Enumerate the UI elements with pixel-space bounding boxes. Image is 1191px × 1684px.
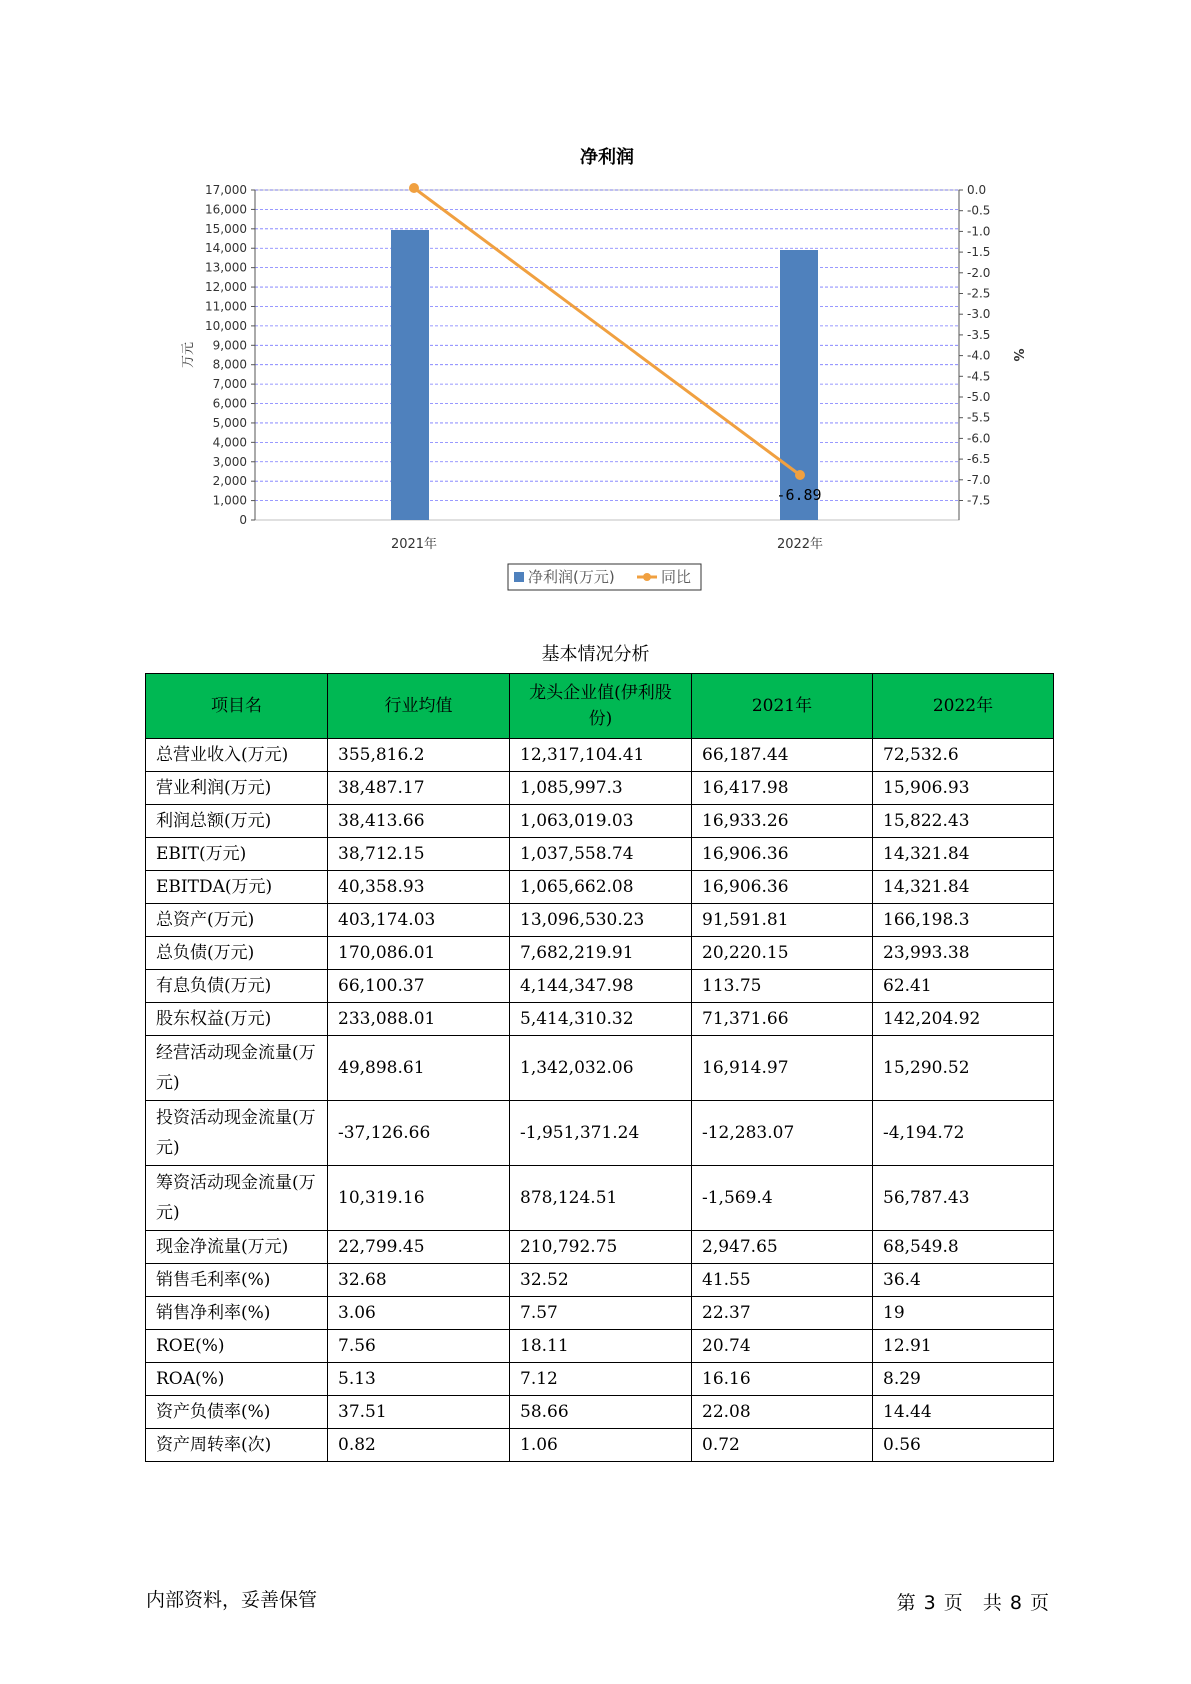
cell-2022: 15,290.52 xyxy=(873,1036,1054,1101)
cell-2022: 19 xyxy=(873,1297,1054,1330)
left-tick-label: 3,000 xyxy=(212,454,247,469)
cell-industry-avg: 32.68 xyxy=(328,1264,510,1297)
cell-2022: 166,198.3 xyxy=(873,904,1054,937)
table-row xyxy=(146,838,1054,871)
chart-title: 净利润 xyxy=(580,147,634,168)
cell-industry-avg: 40,358.93 xyxy=(328,871,510,904)
basic-analysis-table xyxy=(145,673,1054,1462)
cell-2021: 20,220.15 xyxy=(692,937,873,970)
cell-2022: 36.4 xyxy=(873,1264,1054,1297)
cell-2022: 15,822.43 xyxy=(873,805,1054,838)
cell-2021: 91,591.81 xyxy=(692,904,873,937)
cell-leader-value: 4,144,347.98 xyxy=(510,970,692,1003)
cell-2022: 142,204.92 xyxy=(873,1003,1054,1036)
right-tick-label: -0.5 xyxy=(967,203,991,218)
row-label: 销售毛利率(%) xyxy=(146,1264,328,1297)
table-row xyxy=(146,1101,1054,1166)
legend-bar-swatch xyxy=(514,572,524,582)
row-label: 利润总额(万元) xyxy=(146,805,328,838)
table-row xyxy=(146,1363,1054,1396)
cell-leader-value: 7.57 xyxy=(510,1297,692,1330)
cell-industry-avg: 355,816.2 xyxy=(328,739,510,772)
cell-leader-value: 1,037,558.74 xyxy=(510,838,692,871)
right-tick-label: -7.0 xyxy=(967,472,991,487)
cell-2022: 8.29 xyxy=(873,1363,1054,1396)
header-leader-value: 龙头企业值(伊利股份) xyxy=(510,674,692,739)
cell-leader-value: 1,085,997.3 xyxy=(510,772,692,805)
cell-2021: 16,417.98 xyxy=(692,772,873,805)
table-title: 基本情况分析 xyxy=(541,644,650,665)
cell-2022: 12.91 xyxy=(873,1330,1054,1363)
page-indicator xyxy=(893,1588,1053,1615)
cell-2021: 20.74 xyxy=(692,1330,873,1363)
legend xyxy=(508,564,701,590)
cell-2022: 72,532.6 xyxy=(873,739,1054,772)
table-row xyxy=(146,1036,1054,1101)
row-label: 投资活动现金流量(万元) xyxy=(146,1101,328,1166)
cell-industry-avg: 233,088.01 xyxy=(328,1003,510,1036)
right-tick-label: -3.5 xyxy=(967,327,991,342)
right-tick-label: -1.5 xyxy=(967,245,991,260)
cell-leader-value: 7,682,219.91 xyxy=(510,937,692,970)
cell-industry-avg: 5.13 xyxy=(328,1363,510,1396)
cell-industry-avg: -37,126.66 xyxy=(328,1101,510,1166)
left-tick-label: 4,000 xyxy=(212,435,247,450)
cell-leader-value: 210,792.75 xyxy=(510,1231,692,1264)
cell-industry-avg: 3.06 xyxy=(328,1297,510,1330)
table-row xyxy=(146,1264,1054,1297)
cell-2022: 14.44 xyxy=(873,1396,1054,1429)
right-tick-label: -6.5 xyxy=(967,452,991,467)
table-row xyxy=(146,1231,1054,1264)
row-label: 总资产(万元) xyxy=(146,904,328,937)
cell-2021: 113.75 xyxy=(692,970,873,1003)
table-row xyxy=(146,1429,1054,1462)
left-tick-label: 1,000 xyxy=(212,493,247,508)
row-label: 总负债(万元) xyxy=(146,937,328,970)
page-unit: 页 xyxy=(943,1592,963,1614)
yoy-point-label: -6.89 xyxy=(776,486,822,504)
right-tick-label: -5.0 xyxy=(967,390,991,404)
cell-industry-avg: 170,086.01 xyxy=(328,937,510,970)
right-tick-label: -1.0 xyxy=(967,224,991,239)
cell-industry-avg: 403,174.03 xyxy=(328,904,510,937)
row-label: ROA(%) xyxy=(146,1363,328,1396)
cell-industry-avg: 49,898.61 xyxy=(328,1036,510,1101)
cell-leader-value: -1,951,371.24 xyxy=(510,1101,692,1166)
table-row xyxy=(146,772,1054,805)
cell-industry-avg: 7.56 xyxy=(328,1330,510,1363)
cell-industry-avg: 38,712.15 xyxy=(328,838,510,871)
cell-2022: 0.56 xyxy=(873,1429,1054,1462)
cell-2021: -1,569.4 xyxy=(692,1166,873,1231)
header-industry-avg: 行业均值 xyxy=(328,674,510,739)
cell-2021: 16.16 xyxy=(692,1363,873,1396)
page-number: 3 xyxy=(923,1592,936,1614)
cell-2021: 16,933.26 xyxy=(692,805,873,838)
left-tick-label: 16,000 xyxy=(205,202,247,217)
x-tick-2021: 2021年 xyxy=(390,537,438,552)
row-label: 经营活动现金流量(万元) xyxy=(146,1036,328,1101)
cell-industry-avg: 66,100.37 xyxy=(328,970,510,1003)
cell-2021: 16,906.36 xyxy=(692,838,873,871)
right-axis xyxy=(959,183,990,520)
row-label: EBITDA(万元) xyxy=(146,871,328,904)
cell-2021: 16,914.97 xyxy=(692,1036,873,1101)
total-unit: 页 xyxy=(1029,1592,1049,1614)
cell-2022: 56,787.43 xyxy=(873,1166,1054,1231)
cell-2021: 16,906.36 xyxy=(692,871,873,904)
left-tick-label: 7,000 xyxy=(212,377,247,392)
cell-leader-value: 5,414,310.32 xyxy=(510,1003,692,1036)
net-profit-chart xyxy=(0,0,1191,600)
left-tick-label: 9,000 xyxy=(212,338,247,353)
left-axis xyxy=(205,183,255,527)
cell-industry-avg: 22,799.45 xyxy=(328,1231,510,1264)
cell-industry-avg: 37.51 xyxy=(328,1396,510,1429)
cell-leader-value: 878,124.51 xyxy=(510,1166,692,1231)
x-tick-2022: 2022年 xyxy=(776,537,824,552)
right-tick-label: -7.5 xyxy=(967,493,991,508)
yoy-point-2022 xyxy=(795,470,805,480)
right-tick-label: -2.5 xyxy=(967,286,991,301)
cell-2021: 71,371.66 xyxy=(692,1003,873,1036)
row-label: 资产负债率(%) xyxy=(146,1396,328,1429)
legend-line-marker xyxy=(643,573,651,581)
total-pages: 8 xyxy=(1009,1592,1022,1614)
row-label: EBIT(万元) xyxy=(146,838,328,871)
cell-2022: 15,906.93 xyxy=(873,772,1054,805)
cell-leader-value: 1,065,662.08 xyxy=(510,871,692,904)
cell-industry-avg: 38,487.17 xyxy=(328,772,510,805)
cell-2022: 62.41 xyxy=(873,970,1054,1003)
left-tick-label: 12,000 xyxy=(205,280,247,295)
legend-bar-label: 净利润(万元) xyxy=(528,568,615,586)
table-row xyxy=(146,739,1054,772)
right-tick-label: -5.5 xyxy=(967,410,991,425)
table-row xyxy=(146,1396,1054,1429)
header-item-name: 项目名 xyxy=(146,674,328,739)
cell-2021: 0.72 xyxy=(692,1429,873,1462)
row-label: 筹资活动现金流量(万元) xyxy=(146,1166,328,1231)
left-tick-label: 10,000 xyxy=(205,318,247,333)
left-tick-label: 8,000 xyxy=(212,357,247,372)
confidential-note: 内部资料，妥善保管 xyxy=(146,1589,318,1611)
header-2022: 2022年 xyxy=(873,674,1054,739)
row-label: 营业利润(万元) xyxy=(146,772,328,805)
right-tick-label: -6.0 xyxy=(967,431,991,446)
right-tick-label: -3.0 xyxy=(967,307,991,322)
right-tick-label: -4.5 xyxy=(967,369,991,384)
row-label: 有息负债(万元) xyxy=(146,970,328,1003)
left-tick-label: 15,000 xyxy=(205,221,247,236)
right-axis-label: % xyxy=(1010,348,1025,362)
cell-leader-value: 58.66 xyxy=(510,1396,692,1429)
header-2021: 2021年 xyxy=(692,674,873,739)
right-tick-label: -2.0 xyxy=(967,265,991,280)
row-label: 股东权益(万元) xyxy=(146,1003,328,1036)
cell-2022: 68,549.8 xyxy=(873,1231,1054,1264)
table-row xyxy=(146,970,1054,1003)
cell-leader-value: 7.12 xyxy=(510,1363,692,1396)
table-row xyxy=(146,937,1054,970)
left-tick-label: 2,000 xyxy=(212,474,247,489)
cell-2021: 66,187.44 xyxy=(692,739,873,772)
cell-industry-avg: 10,319.16 xyxy=(328,1166,510,1231)
cell-2021: 22.08 xyxy=(692,1396,873,1429)
table-row xyxy=(146,871,1054,904)
left-tick-label: 17,000 xyxy=(205,183,247,197)
table-row xyxy=(146,1166,1054,1231)
cell-2021: 22.37 xyxy=(692,1297,873,1330)
cell-leader-value: 32.52 xyxy=(510,1264,692,1297)
left-tick-label: 0 xyxy=(239,513,247,527)
cell-leader-value: 18.11 xyxy=(510,1330,692,1363)
cell-2022: 14,321.84 xyxy=(873,871,1054,904)
total-prefix: 共 xyxy=(982,1592,1002,1614)
cell-2021: 41.55 xyxy=(692,1264,873,1297)
left-tick-label: 6,000 xyxy=(212,396,247,411)
cell-leader-value: 1,063,019.03 xyxy=(510,805,692,838)
table-header-row xyxy=(146,674,1054,739)
right-tick-label: -4.0 xyxy=(967,348,991,363)
row-label: 销售净利率(%) xyxy=(146,1297,328,1330)
cell-2022: -4,194.72 xyxy=(873,1101,1054,1166)
left-tick-label: 11,000 xyxy=(205,299,247,314)
table-row xyxy=(146,1330,1054,1363)
row-label: 现金净流量(万元) xyxy=(146,1231,328,1264)
page-prefix: 第 xyxy=(896,1592,916,1614)
row-label: 资产周转率(次) xyxy=(146,1429,328,1462)
cell-2021: -12,283.07 xyxy=(692,1101,873,1166)
table-row xyxy=(146,904,1054,937)
cell-2022: 23,993.38 xyxy=(873,937,1054,970)
left-tick-label: 13,000 xyxy=(205,260,247,275)
cell-leader-value: 12,317,104.41 xyxy=(510,739,692,772)
legend-line-label: 同比 xyxy=(661,568,692,586)
yoy-point-2021 xyxy=(409,183,419,193)
cell-2021: 2,947.65 xyxy=(692,1231,873,1264)
left-tick-label: 14,000 xyxy=(205,241,247,256)
cell-leader-value: 1,342,032.06 xyxy=(510,1036,692,1101)
right-tick-label: 0.0 xyxy=(967,183,987,197)
cell-leader-value: 13,096,530.23 xyxy=(510,904,692,937)
cell-2022: 14,321.84 xyxy=(873,838,1054,871)
row-label: ROE(%) xyxy=(146,1330,328,1363)
cell-leader-value: 1.06 xyxy=(510,1429,692,1462)
plot-area xyxy=(255,190,959,520)
table-row xyxy=(146,1003,1054,1036)
table-row xyxy=(146,805,1054,838)
row-label: 总营业收入(万元) xyxy=(146,739,328,772)
left-axis-label: 万元 xyxy=(181,341,196,369)
table-row xyxy=(146,1297,1054,1330)
left-tick-label: 5,000 xyxy=(212,415,247,430)
cell-industry-avg: 0.82 xyxy=(328,1429,510,1462)
cell-industry-avg: 38,413.66 xyxy=(328,805,510,838)
bar-2021 xyxy=(391,230,429,520)
